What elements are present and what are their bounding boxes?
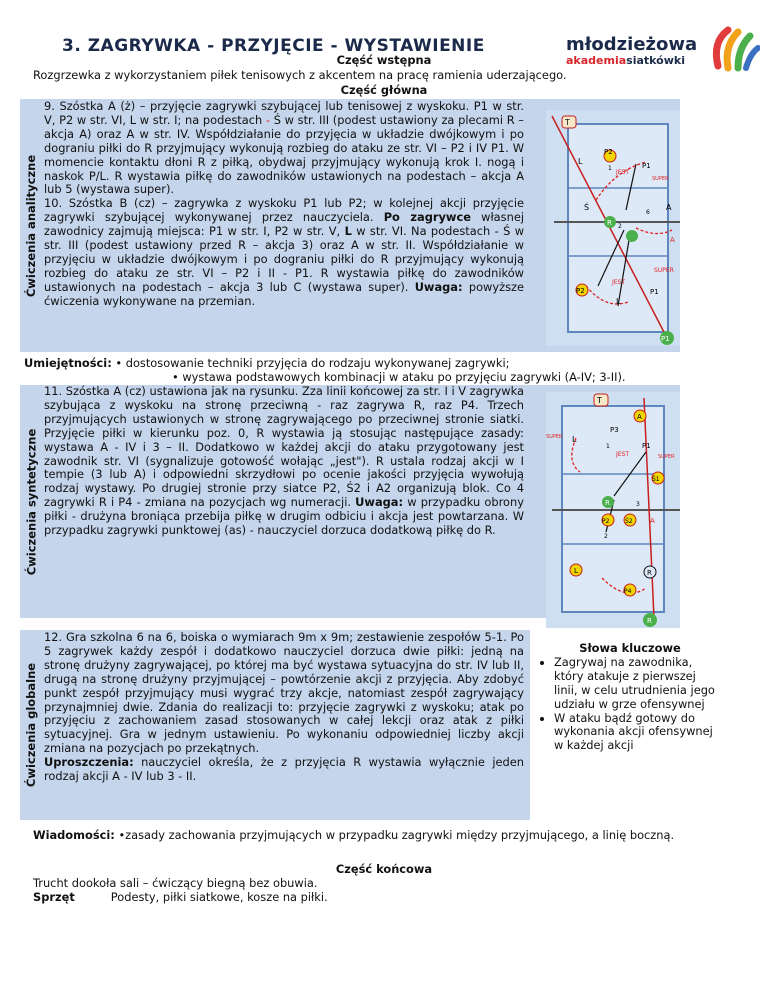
svg-text:SUPER: SUPER	[658, 454, 675, 460]
skills-line-2: • wystawa podstawowych kombinacji w ataku po przyjęciu zagrywki (A-IV; 3-II).	[172, 370, 626, 384]
svg-text:JEST: JEST	[616, 169, 630, 176]
svg-text:2: 2	[604, 533, 608, 540]
svg-text:SUPER: SUPER	[546, 434, 563, 440]
svg-text:R: R	[607, 219, 612, 227]
svg-text:P2: P2	[576, 287, 585, 295]
svg-text:R: R	[647, 617, 652, 625]
svg-text:SUPER: SUPER	[652, 176, 669, 182]
diagram-synthetic-court	[546, 392, 680, 628]
svg-text:JEST: JEST	[612, 279, 626, 286]
diagram-analytic-court	[546, 110, 680, 346]
svg-text:P1: P1	[642, 442, 651, 450]
svg-text:R: R	[605, 499, 610, 507]
knowledge-text: Wiadomości: •zasady zachowania przyjmujących w przypadku zagrywki między przyjmującego, a linię boczną.	[33, 828, 675, 842]
svg-text:1: 1	[606, 443, 610, 450]
svg-text:1: 1	[608, 165, 612, 172]
svg-text:P2: P2	[604, 148, 613, 156]
final-text: Trucht dookoła sali – ćwiczący biegną bez obuwia.	[33, 876, 318, 890]
intro-text: Rozgrzewka z wykorzystaniem piłek tenisowych z akcentem na pracę ramienia uderzającego.	[33, 68, 567, 82]
intro-heading: Część wstępna	[336, 53, 432, 67]
svg-text:A: A	[670, 236, 675, 244]
final-heading: Część końcowa	[335, 862, 433, 876]
exercise-11: 11. Szóstka A (cz) ustawiona jak na rysunku. Zza linii końcowej za str. I i V zagrywka szybująca z wyskoku na stronę przeciwną - raz zagrywa R, raz P4. Trzech przyjmujących ustawionych w stronę zagrywającego po przeciwnej stronie siatki. Przyjęcie piłki w kierunku poz. 0, R wystawia ją stosując następujące zasady: wystawa A - IV i 3 – II. Dodatkowo w każdej akcji do ataku przygotowany jest zawodnik str. VI (sygnalizuje gotowość wołając „jest"). R ustala rodzaj akcji w I tempie (3 lub A) i odpowiedni skrzydłowi po ocenie jakości przyjęcia wywołują rodzaj wystawy. Po drugiej stronie przy siatce P2, Ś2 i A2 organizują blok. Co 4 zagrywki R i P4 - zmiana na pozycjach wg numeracji. Uwaga: w przypadku obrony piłki - drużyna broniąca przebija piłkę w drugim odbiciu i akcja jest powtarzana. W przypadku zagrywki punktowej (as) - nauczyciel dorzuca dodatkową piłkę do R.	[44, 384, 524, 538]
main-heading: Część główna	[340, 83, 428, 97]
exercise-9-10: 9. Szóstka A (ż) – przyjęcie zagrywki szybującej lub tenisowej z wyskoku. P1 w str. V, P2 w str. VI, L w str. I; na podestach - Ś w str. III (podest ustawiony za plecami R – akcja A) oraz A w str. IV. Współdziałanie do przyjęcia w układzie dwójkowym i po dograniu piłki do R przyjmujący wykonują rozbieg do ataku ze str. VI – P2 i IV P1. W momencie kontaktu dłoni R z piłką, obydwaj przyjmujący wykonują krok I. nogą i naskok P/L. R wystawia piłkę do zawodników ustawionych na podestach – akcja A lub 5 (wystawa super). 10. Szóstka B (cz) – zagrywka z wyskoku P1 lub P2; w kolejnej akcji przyjęcie zagrywki szybującej wykonywanej przez nauczyciela. Po zagrywce własnej zawodnicy zajmują miejsca: P1 w str. I, P2 w str. V, L w str. VI. Na podestach - Ś w str. III (podest ustawiony przed R – akcja 3) oraz A w str. II. Współdziałanie w przyjęciu w układzie dwójkowym i po dograniu piłki do R przyjmujący wykonują rozbieg do ataku ze str. VI – P2 i II - P1. R wystawia piłkę do zawodników ustawionych na podestach – akcja 3 lub C (wystawa super). Uwaga: powyższe ćwiczenia wykonywane na przemian.	[44, 99, 525, 308]
svg-text:P3: P3	[610, 426, 619, 434]
svg-text:6: 6	[646, 209, 650, 216]
svg-text:T: T	[565, 118, 570, 127]
svg-text:2: 2	[618, 223, 622, 230]
svg-text:L: L	[616, 297, 621, 306]
svg-text:A: A	[666, 203, 672, 212]
keyword-item: • Zagrywaj na zawodnika, który atakuje z pierwszej linii, w celu utrudnienia jego udziału w grze ofensywnej	[554, 656, 720, 712]
logo-text-top: młodzieżowa	[566, 34, 698, 55]
svg-text:SUPER: SUPER	[654, 267, 674, 274]
keyword-item: • W ataku bądź gotowy do wykonania akcji ofensywnej w każdej akcji	[554, 712, 720, 754]
svg-text:P1: P1	[661, 335, 670, 343]
svg-text:Ś: Ś	[584, 203, 590, 212]
svg-text:Ś2: Ś2	[625, 518, 633, 525]
svg-text:3: 3	[636, 501, 640, 508]
svg-text:L: L	[578, 157, 583, 166]
svg-text:JEST: JEST	[616, 451, 630, 458]
svg-text:P2: P2	[602, 518, 610, 525]
svg-text:P1: P1	[650, 288, 659, 296]
page-title: 3. ZAGRYWKA - PRZYJĘCIE - WYSTAWIENIE	[62, 36, 485, 56]
svg-text:L: L	[574, 567, 578, 575]
svg-text:P4: P4	[624, 588, 632, 595]
keywords-heading: Słowa kluczowe	[579, 641, 681, 655]
svg-text:A: A	[637, 413, 642, 421]
logo-siatkowki: siatkówki	[626, 54, 685, 67]
svg-text:P1: P1	[642, 162, 651, 170]
svg-text:T: T	[597, 396, 602, 405]
exercise-12: 12. Gra szkolna 6 na 6, boiska o wymiarach 9m x 9m; zestawienie zespołów 5-1. Po 5 zagrywek każdy zespół i dodatkowo nauczyciel dorzuca dwie piłki: jedną na stronę drużyny zagrywającej, po której ma być wystawa sytuacyjna do str. IV lub II, drugą na stronę drużyny przyjmującej – powtórzenie akcji z przyjęcia. Aby zdobyć punkt zespół przyjmujący musi wygrać trzy akcje, natomiast zespół zagrywający przynajmniej dwie. Zdania do realizacji to: przyjęcie zagrywki z wyskoku; atak po przyjęciu z zachowaniem zasad stosowanych w całej lekcji oraz atak z piłki sytuacyjnej. Gra w jednym ustawieniu. Po wykonaniu odpowiedniej liczby akcji zmiana na pozycjach po przekątnych. Uproszczenia: nauczyciel określa, że z przyjęcia R wystawia wyłącznie jeden rodzaj akcji A - IV lub 3 - II.	[44, 630, 524, 784]
svg-text:R: R	[647, 569, 652, 577]
global-side-label: Ćwiczenia globalne	[24, 662, 38, 788]
svg-text:Ś1: Ś1	[652, 476, 660, 483]
skills-line-1: Umiejętności: • dostosowanie techniki przyjęcia do rodzaju wykonywanej zagrywki;	[24, 356, 510, 370]
svg-text:A: A	[650, 517, 655, 525]
synthetic-side-label: Ćwiczenia syntetyczne	[24, 428, 38, 575]
keywords-box	[540, 642, 720, 753]
logo-akademia: akademia	[566, 54, 627, 67]
svg-text:L: L	[572, 435, 577, 444]
player-R2	[626, 230, 638, 242]
equipment-line: Sprzęt Podesty, piłki siatkowe, kosze na piłki.	[33, 890, 328, 904]
analytic-side-label: Ćwiczenia analityczne	[24, 154, 39, 297]
